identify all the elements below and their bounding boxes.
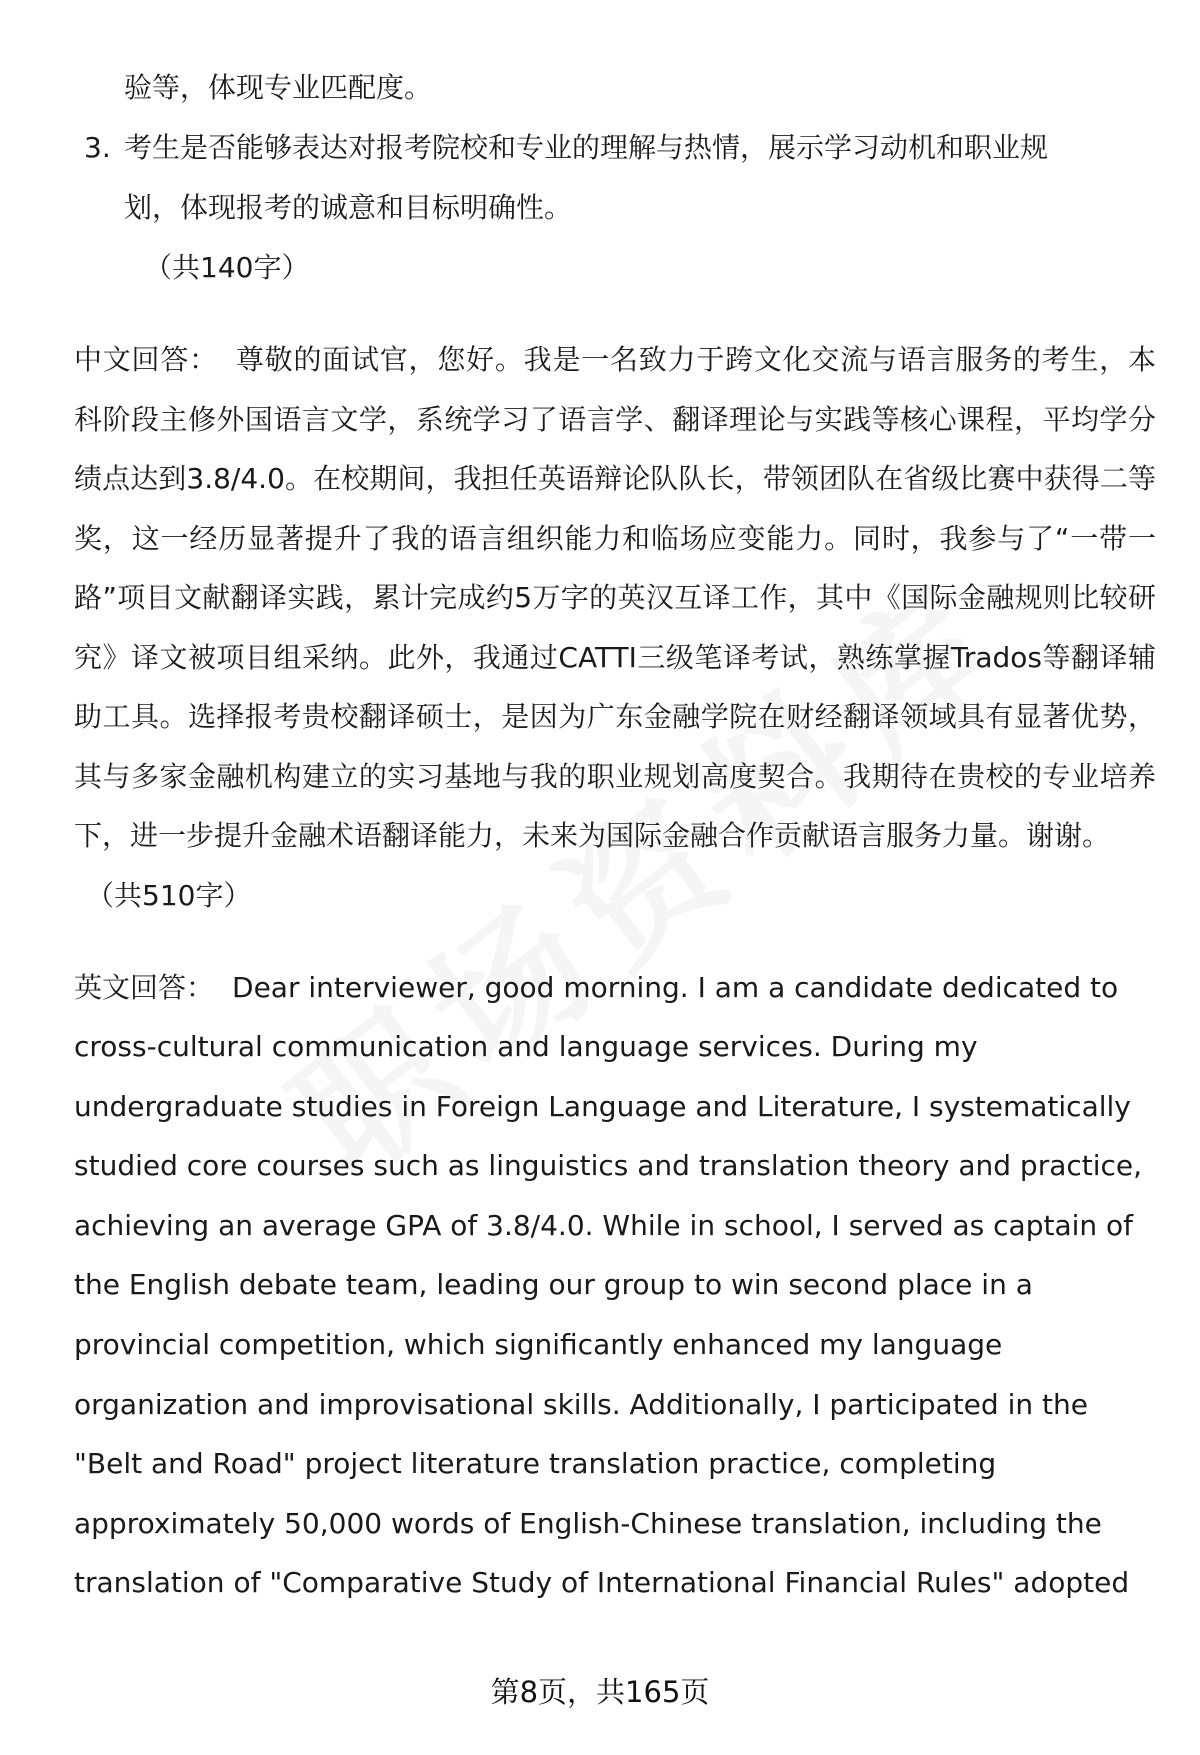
list-item-number: 3. bbox=[84, 131, 111, 164]
english-line-text: Dear interviewer, good morning. I am a candidate dedicated to bbox=[232, 970, 1119, 1004]
chinese-answer-text: 尊敬的面试官，您好。我是一名致力于跨文化交流与语言服务的考生，本科阶段主修外国语言文学，系统学习了语言学、翻译理论与实践等核心课程，平均学分绩点达到3.8/4.0。在校期间，我担任英语辩论队队长，带领团队在省级比赛中获得二等奖，这一经历显著提升了我的语言组织能力和临场应变能力。同时，我参与了“一带一路”项目文献翻译实践，累计完成约5万字的英汉互译工作，其中《国际金融规则比较研究》译文被项目组采纳。此外，我通过CATTI三级笔译考试，熟练掌握Trados等翻译辅助工具。选择报考贵校翻译硕士，是因为广东金融学院在财经翻译领域具有显著优势，其与多家金融机构建立的实习基地与我的职业规划高度契合。我期待在贵校的专业培养下，进一步提升金融术语翻译能力，未来为国际金融合作贡献语言服务力量。谢谢。 bbox=[74, 343, 1156, 852]
list-item-line-2: 划，体现报考的诚意和目标明确性。 bbox=[124, 191, 573, 224]
english-answer-line bbox=[74, 958, 1156, 1018]
chinese-answer-label: 中文回答： bbox=[74, 343, 218, 376]
word-count-2: （共510字） bbox=[86, 878, 252, 912]
spacer bbox=[74, 926, 1156, 958]
word-count-1: （共140字） bbox=[144, 251, 310, 284]
english-answer-line: organization and improvisational skills. Additionally, I participated in the bbox=[74, 1387, 1088, 1421]
continued-list-text: 验等，体现专业匹配度。 bbox=[124, 71, 433, 104]
english-answer-line: cross-cultural communication and language services. During my bbox=[74, 1030, 978, 1064]
list-item-line-1: 考生是否能够表达对报考院校和专业的理解与热情，展示学习动机和职业规 bbox=[124, 131, 1049, 164]
list-item-3 bbox=[74, 118, 1156, 238]
english-answer-line: provincial competition, which significantly enhanced my language bbox=[74, 1328, 1003, 1362]
english-answer-line: translation of "Comparative Study of International Financial Rules" adopted bbox=[74, 1566, 1130, 1600]
english-answer-line: approximately 50,000 words of English-Chinese translation, including the bbox=[74, 1506, 1102, 1540]
english-answer-line: studied core courses such as linguistics and translation theory and practice, bbox=[74, 1149, 1143, 1183]
english-answer bbox=[74, 958, 1156, 1614]
page-footer: 第8页，共165页 bbox=[490, 1675, 710, 1709]
spacer bbox=[74, 298, 1156, 330]
english-answer-line: undergraduate studies in Foreign Language and Literature, I systematically bbox=[74, 1089, 1131, 1123]
page-content bbox=[74, 58, 1156, 1613]
english-answer-line: achieving an average GPA of 3.8/4.0. While in school, I served as captain of bbox=[74, 1208, 1134, 1242]
chinese-answer bbox=[74, 330, 1156, 866]
english-answer-line: the English debate team, leading our group to win second place in a bbox=[74, 1268, 1033, 1302]
english-answer-line: "Belt and Road" project literature translation practice, completing bbox=[74, 1447, 997, 1481]
english-answer-label: 英文回答： bbox=[74, 970, 215, 1004]
